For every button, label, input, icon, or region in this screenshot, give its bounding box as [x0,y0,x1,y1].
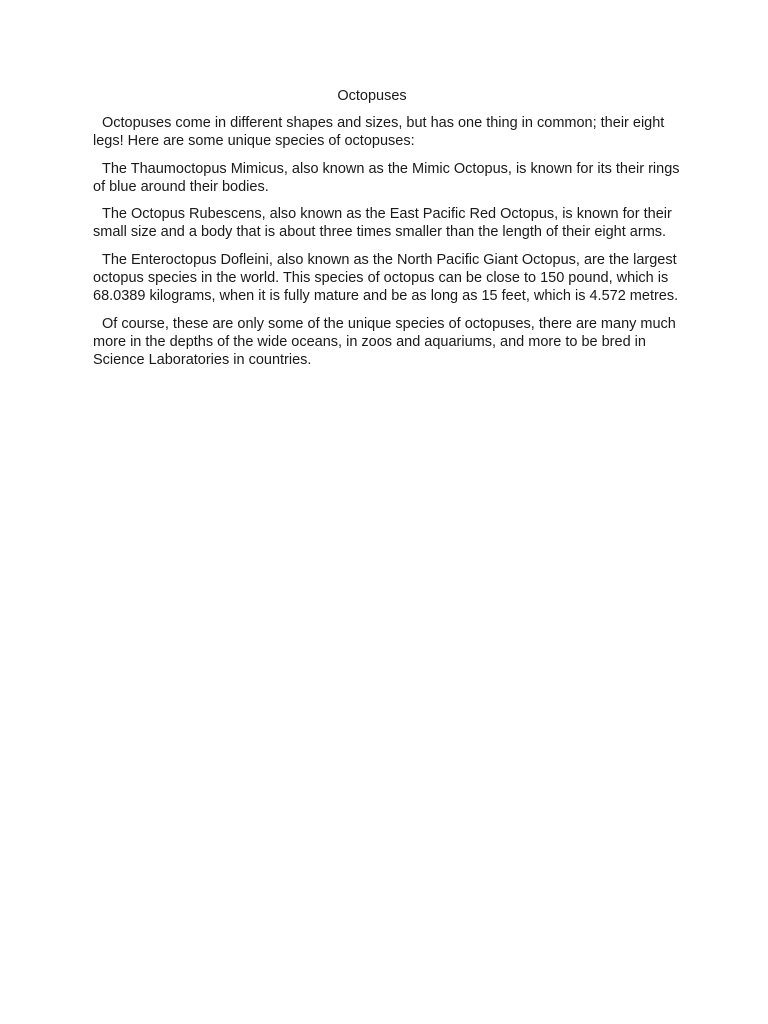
document-body [93,114,683,379]
paragraph-north-pacific-giant-octopus: The Enteroctopus Dofleini, also known as the North Pacific Giant Octopus, are the largest octopus species in the world. This species of octopus can be close to 150 pound, which is 68.0389 kilograms, when it is fully mature and be as long as 15 feet, which is 4.572 metres. [93,251,679,305]
paragraph-intro: Octopuses come in different shapes and sizes, but has one thing in common; their eight legs! Here are some unique species of octopuses: [93,115,665,150]
paragraph-east-pacific-red-octopus: The Octopus Rubescens, also known as the East Pacific Red Octopus, is known for their small size and a body that is about three times smaller than the length of their eight arms. [93,206,672,241]
document-title: Octopuses [337,88,407,104]
paragraph-mimic-octopus: The Thaumoctopus Mimicus, also known as the Mimic Octopus, is known for its their rings of blue around their bodies. [93,160,680,195]
paragraph-conclusion: Of course, these are only some of the unique species of octopuses, there are many much more in the depths of the wide oceans, in zoos and aquariums, and more to be bred in Science Laboratories in countries. [93,315,676,369]
